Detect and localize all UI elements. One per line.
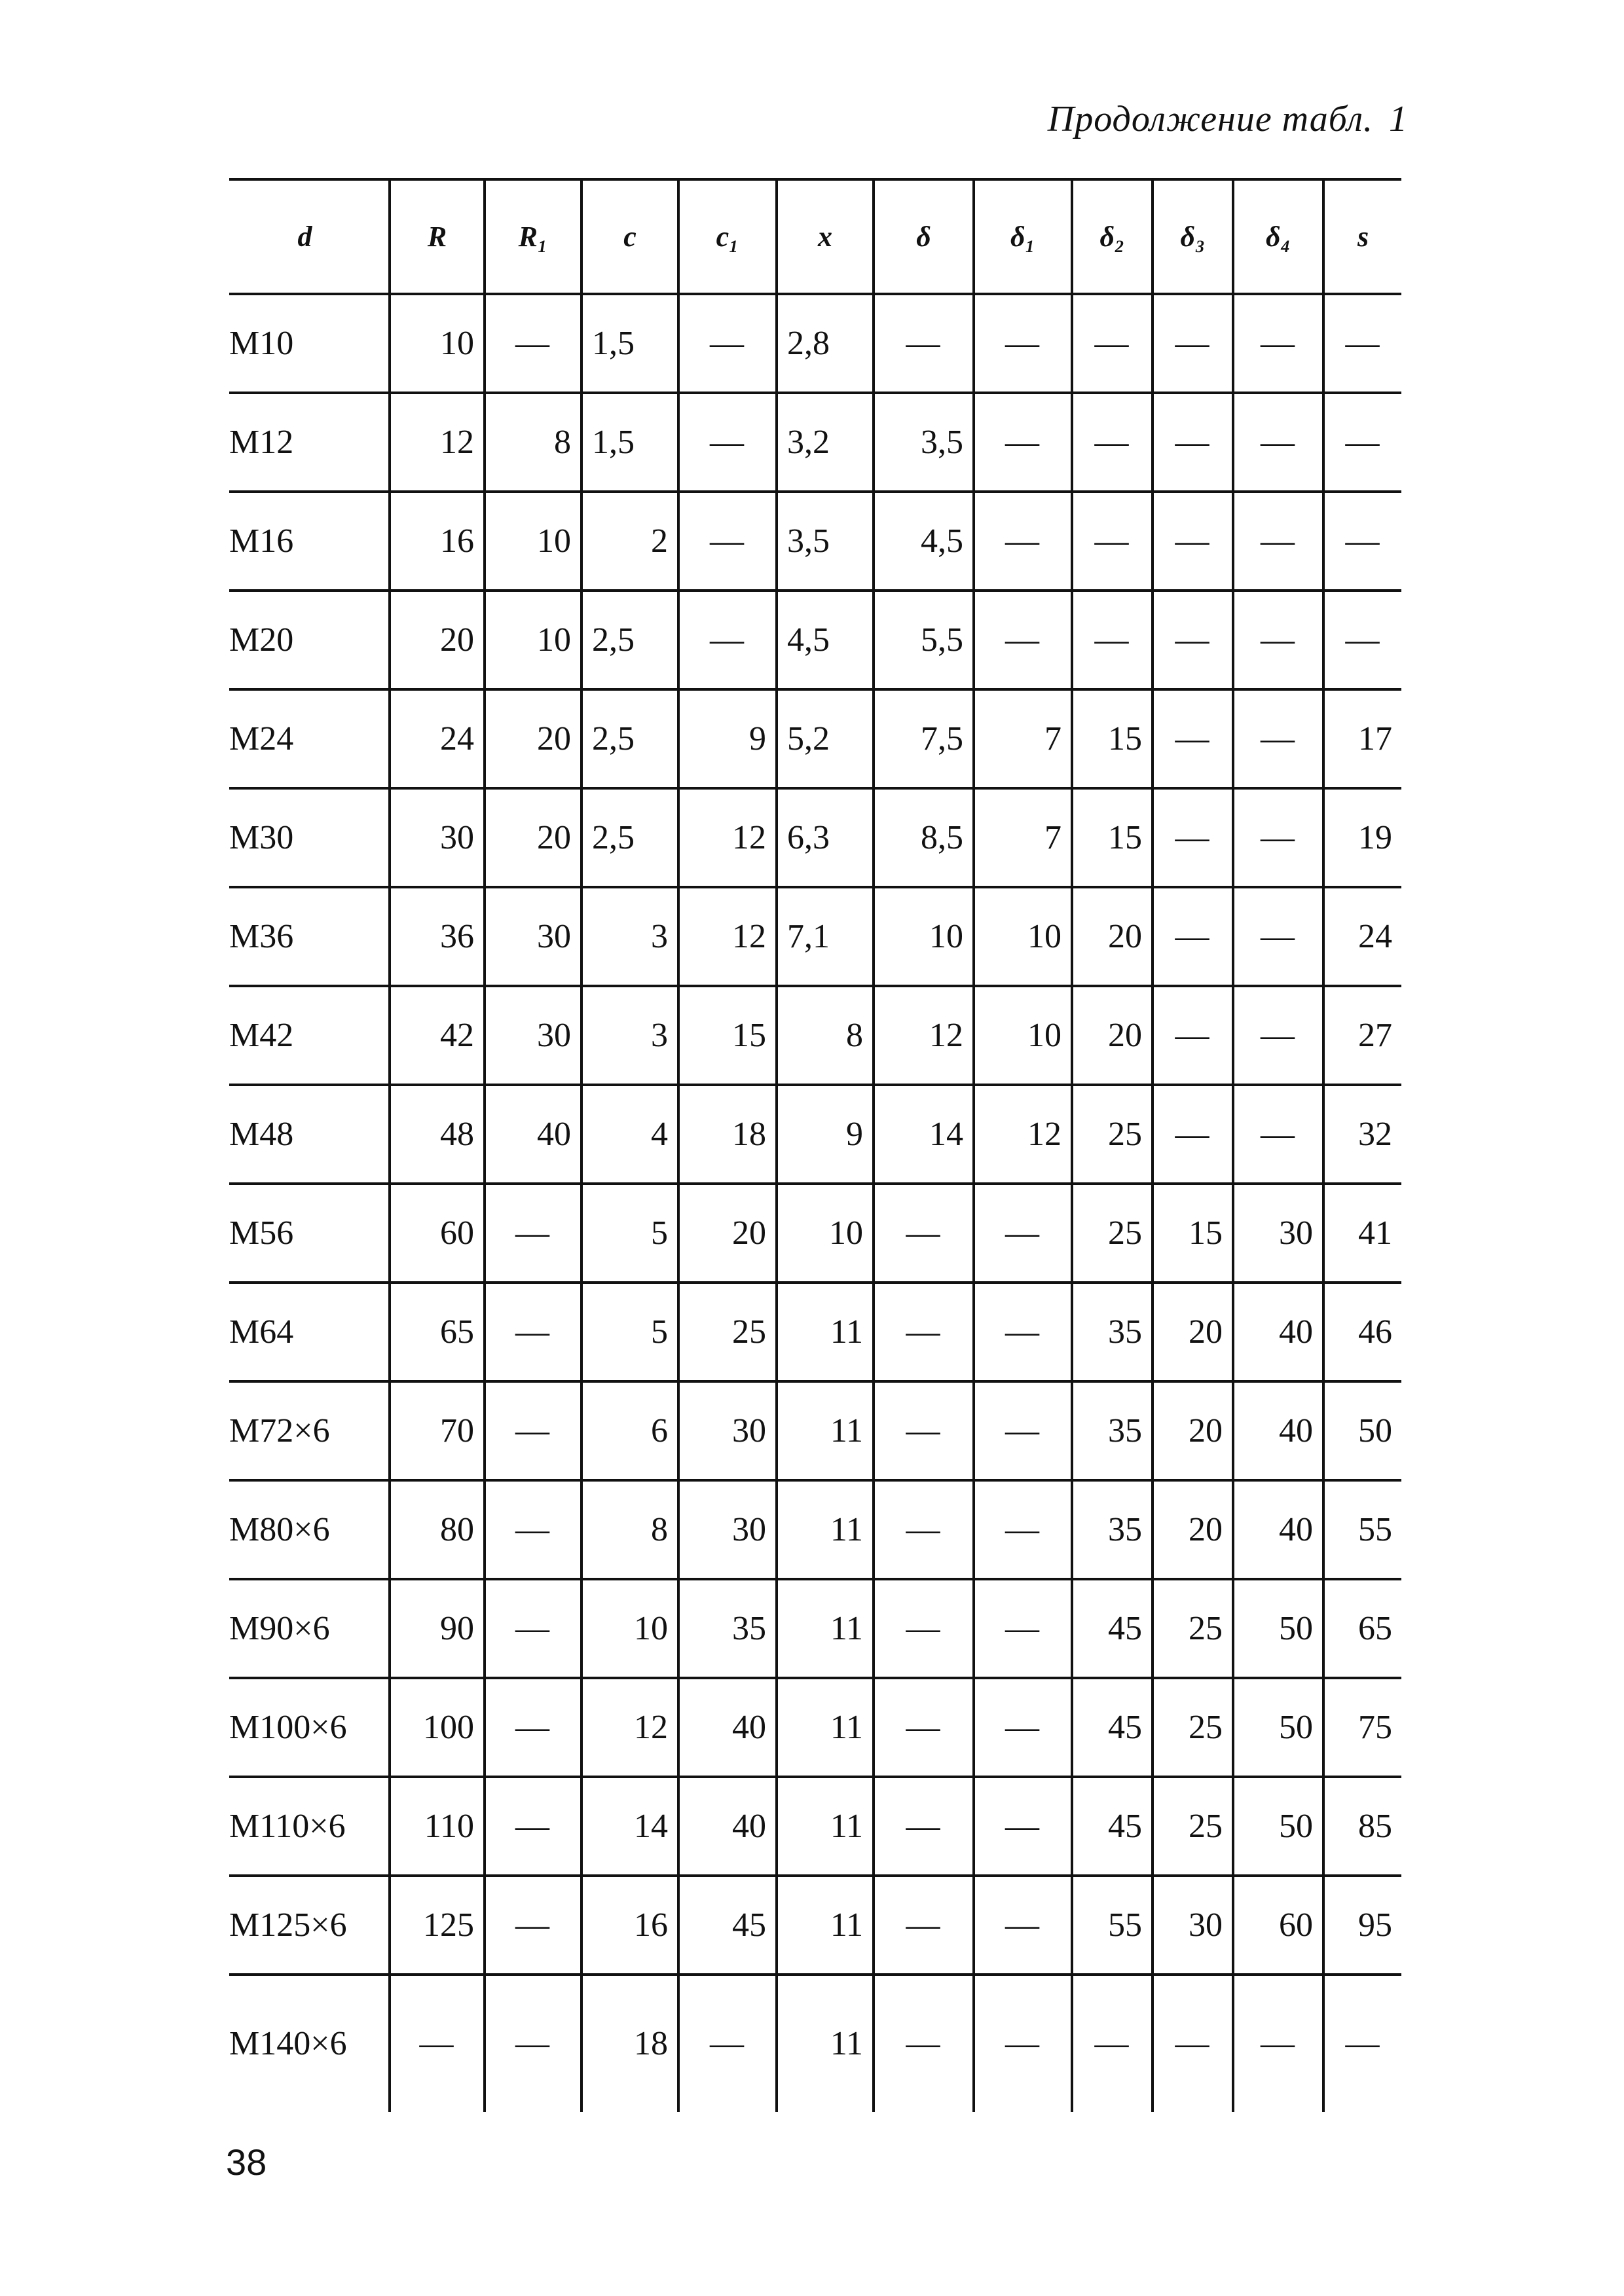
table-cell: 10 bbox=[390, 294, 485, 393]
thread-size-cell: M100×6 bbox=[229, 1708, 347, 1746]
table-cell: — bbox=[874, 1283, 974, 1381]
thread-size-cell: M10 bbox=[229, 324, 294, 362]
table-cell: 30 bbox=[1153, 1876, 1233, 1975]
table-row bbox=[229, 492, 1401, 591]
table-cell: 30 bbox=[678, 1480, 777, 1579]
table-cell: — bbox=[874, 294, 974, 393]
thread-size-cell: M20 bbox=[229, 621, 294, 659]
column-header: R bbox=[390, 179, 485, 294]
table-cell: — bbox=[974, 1579, 1072, 1678]
column-header: c₁ bbox=[678, 179, 777, 294]
table-cell: 11 bbox=[777, 1579, 874, 1678]
table-cell: 30 bbox=[390, 788, 485, 887]
table-cell: — bbox=[1153, 986, 1233, 1085]
continuation-title: Продолжение табл. bbox=[1047, 99, 1373, 139]
table-cell: 18 bbox=[678, 1085, 777, 1184]
table-cell: 19 bbox=[1323, 788, 1401, 887]
table-cell: — bbox=[1153, 492, 1233, 591]
table-cell: 6,3 bbox=[777, 788, 874, 887]
table-cell: 35 bbox=[678, 1579, 777, 1678]
table-cell: 5,5 bbox=[874, 591, 974, 689]
table-cell: 17 bbox=[1323, 689, 1401, 788]
table-cell: 42 bbox=[390, 986, 485, 1085]
table-cell: 8,5 bbox=[874, 788, 974, 887]
table-cell: 30 bbox=[678, 1381, 777, 1480]
table-cell: 25 bbox=[1153, 1777, 1233, 1876]
table-cell: 11 bbox=[777, 1876, 874, 1975]
table-cell: 5 bbox=[581, 1184, 678, 1283]
table-continuation-header bbox=[1048, 98, 1408, 140]
table-cell: 50 bbox=[1233, 1678, 1323, 1777]
table-cell: — bbox=[1072, 591, 1153, 689]
table-cell: — bbox=[874, 1678, 974, 1777]
table-cell: 125 bbox=[390, 1876, 485, 1975]
column-header: s bbox=[1323, 179, 1401, 294]
column-header: x bbox=[777, 179, 874, 294]
thread-size-cell: M80×6 bbox=[229, 1510, 330, 1548]
table-cell: 25 bbox=[1072, 1184, 1153, 1283]
table-row bbox=[229, 1579, 1401, 1678]
table-cell: — bbox=[974, 492, 1072, 591]
table-cell: 65 bbox=[390, 1283, 485, 1381]
table-cell: 45 bbox=[1072, 1678, 1153, 1777]
table-cell: 20 bbox=[678, 1184, 777, 1283]
thread-size-cell: M36 bbox=[229, 917, 294, 955]
table-cell: 65 bbox=[1323, 1579, 1401, 1678]
table-cell: 10 bbox=[581, 1579, 678, 1678]
table-body bbox=[229, 294, 1401, 2112]
table-cell: 10 bbox=[485, 591, 581, 689]
table-cell: — bbox=[485, 1579, 581, 1678]
table-cell: — bbox=[1233, 591, 1323, 689]
table-cell: — bbox=[874, 1480, 974, 1579]
thread-size-cell: M72×6 bbox=[229, 1412, 330, 1449]
table-cell: — bbox=[1323, 294, 1401, 393]
table-header bbox=[229, 179, 1401, 294]
table-cell: — bbox=[1233, 887, 1323, 986]
table-cell: 40 bbox=[678, 1678, 777, 1777]
table-cell: 25 bbox=[678, 1283, 777, 1381]
page-number: 38 bbox=[226, 2141, 267, 2183]
table-cell: 20 bbox=[1153, 1381, 1233, 1480]
table-row bbox=[229, 788, 1401, 887]
table-row bbox=[229, 887, 1401, 986]
table-cell: 8 bbox=[485, 393, 581, 492]
table-cell: 45 bbox=[678, 1876, 777, 1975]
table-cell: 11 bbox=[777, 1678, 874, 1777]
table-cell: — bbox=[1153, 294, 1233, 393]
table-cell: — bbox=[678, 591, 777, 689]
table-cell: 3,5 bbox=[874, 393, 974, 492]
table-cell: — bbox=[1153, 591, 1233, 689]
thread-size-cell: M30 bbox=[229, 818, 294, 856]
table-cell: 35 bbox=[1072, 1283, 1153, 1381]
table-cell: — bbox=[485, 1975, 581, 2112]
table-cell: 20 bbox=[390, 591, 485, 689]
table-cell: 3 bbox=[581, 887, 678, 986]
table-cell: — bbox=[874, 1579, 974, 1678]
thread-size-cell: M56 bbox=[229, 1214, 294, 1252]
table-cell: 12 bbox=[581, 1678, 678, 1777]
table-cell: 10 bbox=[974, 986, 1072, 1085]
table-row bbox=[229, 1678, 1401, 1777]
table-cell: 90 bbox=[390, 1579, 485, 1678]
table-cell: — bbox=[485, 1777, 581, 1876]
table-cell: 100 bbox=[390, 1678, 485, 1777]
table-cell: 20 bbox=[1153, 1283, 1233, 1381]
table-cell: 85 bbox=[1323, 1777, 1401, 1876]
table-cell: — bbox=[1072, 1975, 1153, 2112]
table-cell: 3,2 bbox=[777, 393, 874, 492]
table-cell: — bbox=[1072, 294, 1153, 393]
table-cell: — bbox=[1153, 1975, 1233, 2112]
table-cell: — bbox=[678, 492, 777, 591]
table-cell: 12 bbox=[678, 788, 777, 887]
table-number: 1 bbox=[1389, 99, 1408, 139]
table-cell: 8 bbox=[581, 1480, 678, 1579]
table-row bbox=[229, 1777, 1401, 1876]
table-cell: 11 bbox=[777, 1381, 874, 1480]
table-cell: — bbox=[1153, 689, 1233, 788]
table-cell: 50 bbox=[1323, 1381, 1401, 1480]
table-row bbox=[229, 1085, 1401, 1184]
table-row bbox=[229, 986, 1401, 1085]
table-cell: — bbox=[1323, 591, 1401, 689]
table-cell: 4,5 bbox=[777, 591, 874, 689]
thread-size-cell: M16 bbox=[229, 522, 294, 560]
table-cell: — bbox=[1072, 393, 1153, 492]
column-header: δ bbox=[874, 179, 974, 294]
table-cell: 20 bbox=[1153, 1480, 1233, 1579]
table-cell: 12 bbox=[390, 393, 485, 492]
table-cell: — bbox=[974, 1876, 1072, 1975]
table-cell: — bbox=[1323, 492, 1401, 591]
table-cell: 32 bbox=[1323, 1085, 1401, 1184]
table-cell: 4 bbox=[581, 1085, 678, 1184]
table-cell: 40 bbox=[1233, 1480, 1323, 1579]
table-cell: 20 bbox=[485, 788, 581, 887]
dimensions-table-container bbox=[229, 178, 1401, 2112]
table-cell: — bbox=[1233, 689, 1323, 788]
table-cell: — bbox=[974, 294, 1072, 393]
table-cell: — bbox=[1233, 1975, 1323, 2112]
table-cell: 15 bbox=[1072, 689, 1153, 788]
table-cell: — bbox=[974, 1184, 1072, 1283]
table-cell: 45 bbox=[1072, 1579, 1153, 1678]
table-cell: 7 bbox=[974, 689, 1072, 788]
table-cell: — bbox=[974, 1381, 1072, 1480]
thread-size-cell: M42 bbox=[229, 1016, 294, 1054]
thread-size-cell: M125×6 bbox=[229, 1906, 347, 1944]
table-cell: — bbox=[1233, 492, 1323, 591]
table-cell: 25 bbox=[1072, 1085, 1153, 1184]
table-cell: 2,5 bbox=[581, 689, 678, 788]
thread-size-cell: M90×6 bbox=[229, 1609, 330, 1647]
table-cell: 27 bbox=[1323, 986, 1401, 1085]
table-row bbox=[229, 1381, 1401, 1480]
table-cell: — bbox=[974, 1678, 1072, 1777]
table-cell: 80 bbox=[390, 1480, 485, 1579]
table-cell: 7,1 bbox=[777, 887, 874, 986]
table-cell: — bbox=[974, 1975, 1072, 2112]
table-cell: — bbox=[974, 393, 1072, 492]
table-cell: 45 bbox=[1072, 1777, 1153, 1876]
table-row bbox=[229, 294, 1401, 393]
dimensions-table bbox=[229, 178, 1401, 2112]
table-cell: 60 bbox=[390, 1184, 485, 1283]
table-cell: 14 bbox=[581, 1777, 678, 1876]
table-cell: 2,5 bbox=[581, 591, 678, 689]
table-cell: — bbox=[1233, 1085, 1323, 1184]
table-cell: 1,5 bbox=[581, 393, 678, 492]
table-cell: 6 bbox=[581, 1381, 678, 1480]
table-cell: — bbox=[678, 393, 777, 492]
table-cell: — bbox=[1153, 393, 1233, 492]
table-cell: 20 bbox=[1072, 986, 1153, 1085]
table-cell: 55 bbox=[1323, 1480, 1401, 1579]
table-row bbox=[229, 1876, 1401, 1975]
table-cell: — bbox=[485, 1381, 581, 1480]
table-cell: — bbox=[1153, 887, 1233, 986]
table-cell: — bbox=[974, 1777, 1072, 1876]
column-header: R₁ bbox=[485, 179, 581, 294]
header-row bbox=[229, 179, 1401, 294]
table-cell: — bbox=[974, 1480, 1072, 1579]
table-cell: — bbox=[874, 1184, 974, 1283]
thread-size-cell: M110×6 bbox=[229, 1807, 346, 1845]
table-cell: 55 bbox=[1072, 1876, 1153, 1975]
thread-size-cell: M24 bbox=[229, 720, 294, 757]
column-header: d bbox=[297, 220, 312, 253]
table-cell: 9 bbox=[678, 689, 777, 788]
table-cell: — bbox=[485, 294, 581, 393]
table-cell: 35 bbox=[1072, 1480, 1153, 1579]
thread-size-cell: M48 bbox=[229, 1115, 294, 1153]
table-cell: 30 bbox=[485, 986, 581, 1085]
table-cell: 50 bbox=[1233, 1777, 1323, 1876]
table-cell: 75 bbox=[1323, 1678, 1401, 1777]
table-cell: 40 bbox=[485, 1085, 581, 1184]
table-cell: 14 bbox=[874, 1085, 974, 1184]
table-cell: — bbox=[1233, 294, 1323, 393]
table-cell: 24 bbox=[1323, 887, 1401, 986]
table-cell: 11 bbox=[777, 1480, 874, 1579]
table-cell: 50 bbox=[1233, 1579, 1323, 1678]
table-cell: 10 bbox=[974, 887, 1072, 986]
table-cell: 40 bbox=[678, 1777, 777, 1876]
column-header: c bbox=[581, 179, 678, 294]
table-cell: 11 bbox=[777, 1975, 874, 2112]
table-cell: — bbox=[485, 1184, 581, 1283]
table-cell: 2 bbox=[581, 492, 678, 591]
table-cell: 25 bbox=[1153, 1678, 1233, 1777]
table-cell: 12 bbox=[874, 986, 974, 1085]
table-cell: — bbox=[874, 1381, 974, 1480]
table-cell: 2,5 bbox=[581, 788, 678, 887]
table-cell: 11 bbox=[777, 1283, 874, 1381]
table-cell: 16 bbox=[390, 492, 485, 591]
table-cell: 10 bbox=[874, 887, 974, 986]
table-cell: 36 bbox=[390, 887, 485, 986]
table-row bbox=[229, 1184, 1401, 1283]
table-cell: — bbox=[1323, 393, 1401, 492]
table-cell: 4,5 bbox=[874, 492, 974, 591]
table-cell: 2,8 bbox=[777, 294, 874, 393]
table-cell: — bbox=[678, 1975, 777, 2112]
table-row bbox=[229, 1975, 1401, 2112]
table-cell: — bbox=[390, 1975, 485, 2112]
column-header: δ₃ bbox=[1153, 179, 1233, 294]
table-cell: — bbox=[1153, 1085, 1233, 1184]
table-cell: 24 bbox=[390, 689, 485, 788]
table-cell: — bbox=[874, 1777, 974, 1876]
table-cell: 20 bbox=[485, 689, 581, 788]
table-cell: 10 bbox=[485, 492, 581, 591]
table-cell: 5,2 bbox=[777, 689, 874, 788]
table-cell: 12 bbox=[974, 1085, 1072, 1184]
table-cell: — bbox=[1233, 986, 1323, 1085]
table-cell: 95 bbox=[1323, 1876, 1401, 1975]
table-cell: 18 bbox=[581, 1975, 678, 2112]
column-header: δ₄ bbox=[1233, 179, 1323, 294]
table-cell: — bbox=[874, 1876, 974, 1975]
table-cell: 30 bbox=[485, 887, 581, 986]
table-cell: — bbox=[1233, 788, 1323, 887]
table-cell: — bbox=[485, 1480, 581, 1579]
table-cell: 10 bbox=[777, 1184, 874, 1283]
table-cell: 7 bbox=[974, 788, 1072, 887]
table-cell: 70 bbox=[390, 1381, 485, 1480]
table-cell: 40 bbox=[1233, 1381, 1323, 1480]
column-header: δ₂ bbox=[1072, 179, 1153, 294]
thread-size-cell: M140×6 bbox=[229, 2025, 347, 2062]
table-cell: 1,5 bbox=[581, 294, 678, 393]
table-cell: 46 bbox=[1323, 1283, 1401, 1381]
table-cell: — bbox=[974, 1283, 1072, 1381]
table-cell: 35 bbox=[1072, 1381, 1153, 1480]
table-cell: — bbox=[1233, 393, 1323, 492]
table-cell: 15 bbox=[1072, 788, 1153, 887]
table-cell: 20 bbox=[1072, 887, 1153, 986]
table-cell: 40 bbox=[1233, 1283, 1323, 1381]
table-cell: 25 bbox=[1153, 1579, 1233, 1678]
thread-size-cell: M64 bbox=[229, 1313, 294, 1351]
table-cell: 15 bbox=[678, 986, 777, 1085]
table-cell: 30 bbox=[1233, 1184, 1323, 1283]
thread-size-cell: M12 bbox=[229, 423, 294, 461]
table-cell: 5 bbox=[581, 1283, 678, 1381]
column-header: δ₁ bbox=[974, 179, 1072, 294]
table-cell: 3,5 bbox=[777, 492, 874, 591]
table-row bbox=[229, 1480, 1401, 1579]
table-cell: 12 bbox=[678, 887, 777, 986]
table-cell: 7,5 bbox=[874, 689, 974, 788]
table-row bbox=[229, 689, 1401, 788]
table-cell: — bbox=[678, 294, 777, 393]
table-cell: — bbox=[485, 1678, 581, 1777]
table-cell: 11 bbox=[777, 1777, 874, 1876]
table-cell: 9 bbox=[777, 1085, 874, 1184]
table-cell: 41 bbox=[1323, 1184, 1401, 1283]
table-cell: 15 bbox=[1153, 1184, 1233, 1283]
table-cell: — bbox=[485, 1283, 581, 1381]
table-cell: — bbox=[874, 1975, 974, 2112]
table-cell: 3 bbox=[581, 986, 678, 1085]
table-row bbox=[229, 591, 1401, 689]
table-cell: 48 bbox=[390, 1085, 485, 1184]
table-cell: 16 bbox=[581, 1876, 678, 1975]
table-row bbox=[229, 393, 1401, 492]
table-cell: 60 bbox=[1233, 1876, 1323, 1975]
table-cell: — bbox=[485, 1876, 581, 1975]
table-cell: — bbox=[1323, 1975, 1401, 2112]
table-cell: — bbox=[1153, 788, 1233, 887]
table-cell: 8 bbox=[777, 986, 874, 1085]
table-cell: — bbox=[1072, 492, 1153, 591]
table-cell: — bbox=[974, 591, 1072, 689]
table-row bbox=[229, 1283, 1401, 1381]
table-cell: 110 bbox=[390, 1777, 485, 1876]
